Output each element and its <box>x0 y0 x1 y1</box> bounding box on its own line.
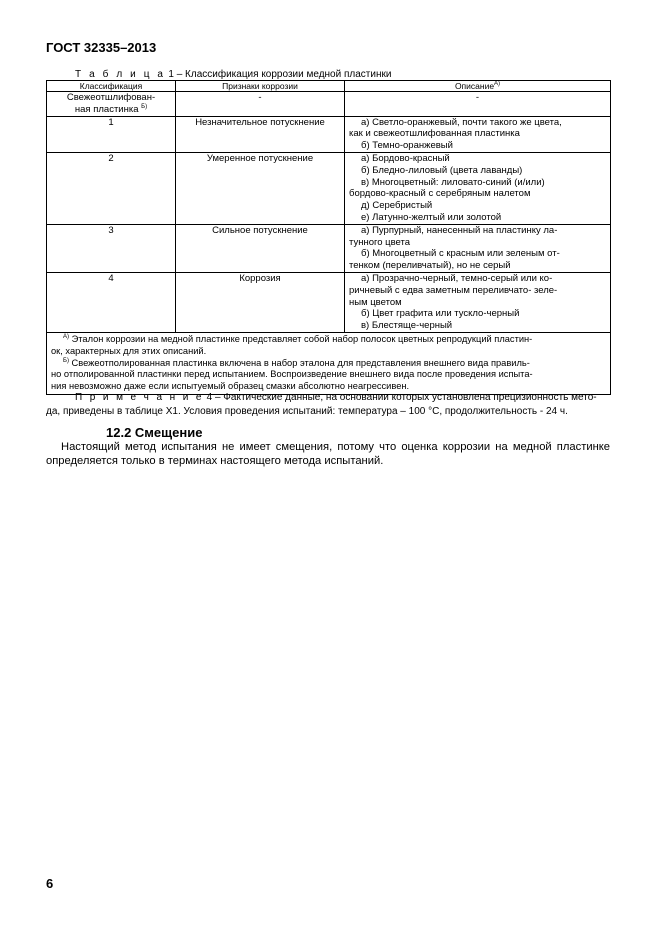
table-row <box>47 272 611 332</box>
signs-cell: Незначительное потускнение <box>176 116 345 152</box>
description-cell: а) Прозрачно-черный, темно-серый или ко- ричневый с едва заметным переливчато- зеле- ным цветом б) Цвет графита или тускло-черный в) Блестяще-черный <box>345 272 611 332</box>
table-footnotes-row <box>47 332 611 394</box>
table-footnotes: $^{А)}$ Эталон коррозии на медной пластинке представляет собой набор полосок цветных репродукций пластин- ок, характерных для этих описаний. $^{Б)}$ Свежеотполированная пластинка включена в набор эталона для представления внешнего вида правиль- но отполированной пластинки перед испытанием. Воспроизведение внешнего вида после проведения испыта- ния невозможно даже если испытуемый образец смазки абсолютно неагрессивен. <box>47 332 611 394</box>
document-standard-number: ГОСТ 32335–2013 <box>46 40 157 55</box>
table-row <box>47 116 611 152</box>
description-cell: а) Светло-оранжевый, почти такого же цвета, как и свежеотшлифованная пластинка б) Темно-оранжевый <box>345 116 611 152</box>
section-heading: 12.2 Смещение <box>106 425 203 440</box>
footnote-a: $^{А)}$ Эталон коррозии на медной пластинке представляет собой набор полосок цветных репродукций пластин- <box>63 333 533 344</box>
footnote-b: $^{Б)}$ Свежеотполированная пластинка включена в набор эталона для представления внешнего вида правиль- <box>63 357 530 368</box>
table-row <box>47 224 611 272</box>
table-row <box>47 152 611 224</box>
description-cell: - <box>345 92 611 117</box>
signs-cell: Умеренное потускнение <box>176 152 345 224</box>
table-caption-label: Т а б л и ц а <box>75 69 166 80</box>
signs-cell: - <box>176 92 345 117</box>
corrosion-classification-table <box>46 80 611 395</box>
column-footnote-mark: А) <box>494 81 501 88</box>
column-header-classification: Классификация <box>47 81 176 92</box>
page-number: 6 <box>46 876 54 891</box>
section-body: Настоящий метод испытания не имеет смещения, потому что оценка коррозии на медной пластинке определяется только в терминах настоящего метода испытаний. <box>46 441 610 467</box>
classification-cell: Свежеотшлифован- ная пластинка $^{Б)}$ <box>47 92 176 117</box>
signs-cell: Сильное потускнение <box>176 224 345 272</box>
table-row <box>47 92 611 117</box>
classification-cell: 1 <box>47 116 176 152</box>
classification-cell: 2 <box>47 152 176 224</box>
table-header-row <box>47 81 611 92</box>
description-cell: а) Пурпурный, нанесенный на пластинку ла- тунного цвета б) Многоцветный с красным или зеленым от- тенком (переливчатый), но не серый <box>345 224 611 272</box>
table-caption <box>75 69 391 80</box>
column-header-description: Описание$^{А)}$ <box>345 81 611 92</box>
note-label: П р и м е ч а н и е <box>75 392 204 403</box>
classification-cell: 3 <box>47 224 176 272</box>
table-caption-text: 1 – Классификация коррозии медной пластинки <box>165 69 392 80</box>
column-header-signs: Признаки коррозии <box>176 81 345 92</box>
signs-cell: Коррозия <box>176 272 345 332</box>
description-cell: а) Бордово-красный б) Бледно-лиловый (цвета лаванды) в) Многоцветный: лиловато-синий (и/или) бордово-красный с серебряным налетом д) Серебристый е) Латунно-желтый или золотой <box>345 152 611 224</box>
classification-cell: 4 <box>47 272 176 332</box>
table-note: П р и м е ч а н и е 4 – Фактические данные, на основании которых установлена прецизионность мето- да, приведены в таблице Х1. Условия проведения испытаний: температура – 100 °С, продолжительность - 24 ч. <box>46 392 597 417</box>
